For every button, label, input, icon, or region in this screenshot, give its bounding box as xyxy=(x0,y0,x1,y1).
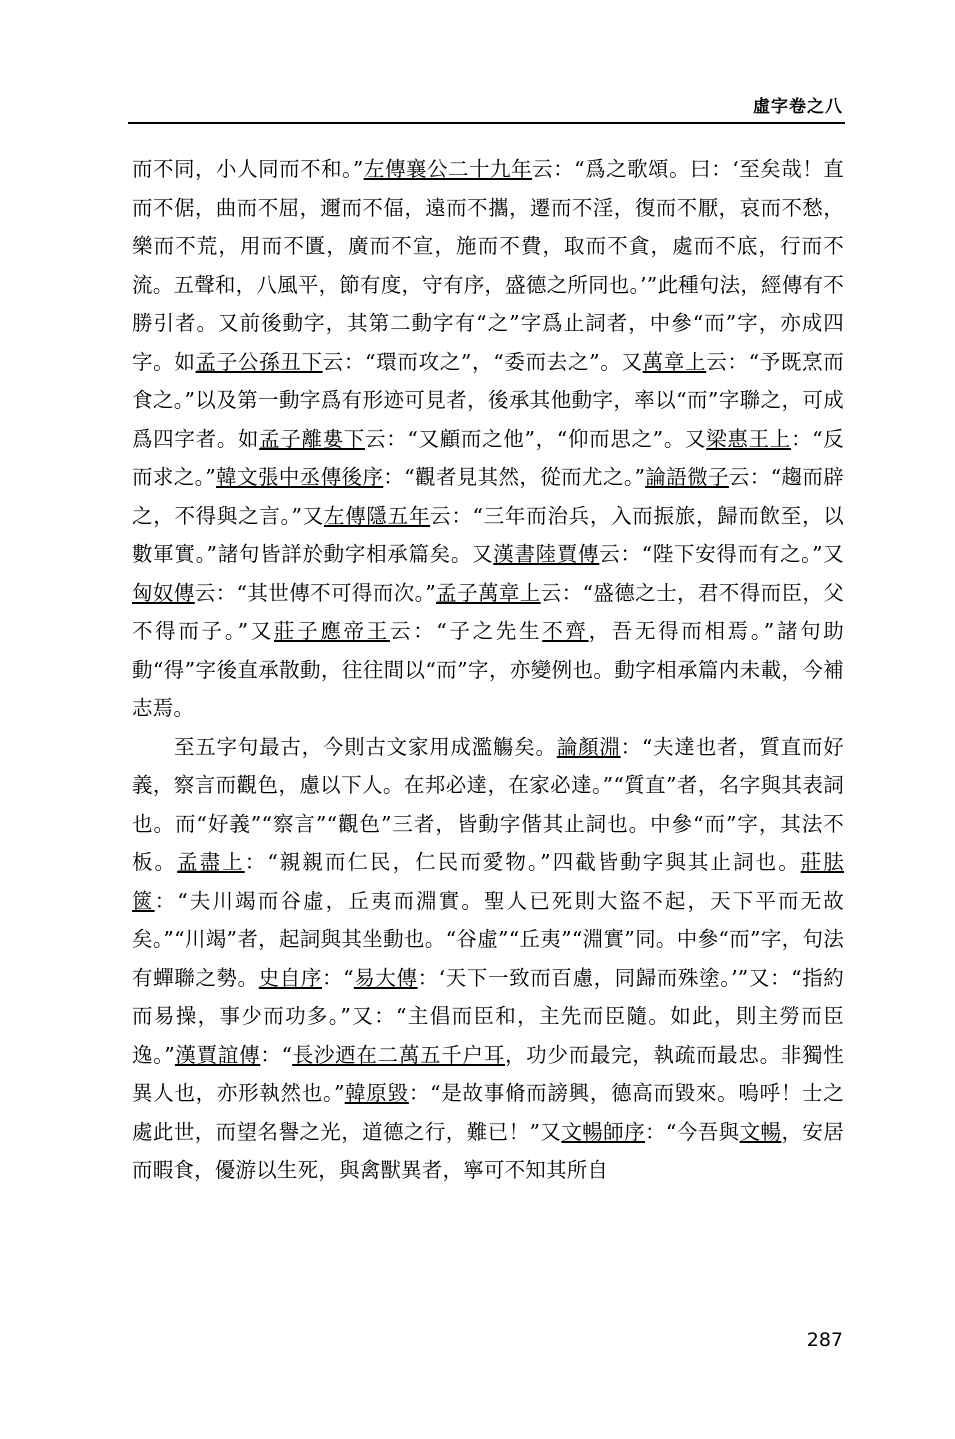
cited-source-name: 孟子萬章上 xyxy=(435,580,541,605)
body-run: ，吾无得而相焉。”諸句助動“得”字後直承散動，往往間以“而”字，亦變例也。動字相承篇内未載，今補志焉。 xyxy=(132,619,845,720)
para-1 xyxy=(132,150,844,728)
body-run: ：“觀者見其然，從而尤之。” xyxy=(383,465,646,489)
cited-source-name: 韓原毀 xyxy=(344,1081,409,1105)
cited-source-name: 長沙迺在二萬五千户耳 xyxy=(292,1042,505,1067)
page-body xyxy=(132,150,844,1190)
body-run: 云：“予既烹而食之。”以及第一動字爲有形迹可見者，後承其他動字，率以“而”字聯之，可成爲四字者。如 xyxy=(132,349,844,451)
para-2 xyxy=(132,728,844,1190)
body-run: 云：“趨而辟之，不得與之言。”又 xyxy=(132,465,844,528)
page-number: 287 xyxy=(806,1329,843,1351)
body-run: ：“今吾與 xyxy=(645,1119,740,1144)
cited-source-name: 韓文張中丞傳後序 xyxy=(215,465,384,489)
cited-source-name: 莊胠篋 xyxy=(132,850,844,913)
cited-source-name: 左傳襄公二十九年 xyxy=(363,157,533,181)
cited-source-name: 孟子離婁下 xyxy=(259,426,366,451)
body-run: ：‘天下一致而百慮，同歸而殊塗。’”又：“指約而易操，事少而功多。”又：“主倡而臣和，主先而臣隨。如此，則主勞而臣逸。” xyxy=(132,965,845,1067)
body-run: 云：“三年而治兵，入而振旅，歸而飲至，以數軍實。”諸句皆詳於動字相承篇矣。又 xyxy=(132,503,845,566)
body-run: 而不同，小人同而不和。” xyxy=(132,157,364,181)
cited-source-name: 論顏淵 xyxy=(556,734,621,759)
body-run: 云：“其世傳不可得而次。” xyxy=(194,580,436,605)
body-run: ：“ xyxy=(260,1042,293,1067)
cited-source-name: 文暢 xyxy=(739,1119,782,1144)
body-run: ：“ xyxy=(322,965,354,990)
cited-source-name: 梁惠王上 xyxy=(706,426,791,451)
body-run: 云：“盛德之士，君不得而臣，父不得而子。”又 xyxy=(132,580,845,643)
cited-source-name: 漢賈誼傳 xyxy=(174,1042,261,1067)
body-run: 云：“爲之歌頌。曰：‘至矣哉！直而不倨，曲而不屈，邇而不偪，遠而不攜，遷而不淫，復而不厭，哀而不愁，樂而不荒，用而不匱，廣而不宣，施而不費，取而不貪，處而不底，行而不流。五聲和，八風平，節有度，守有序，盛德之所同也。’”此種句法，經傳有不勝引者。又前後動字，其第二動字有“之”字爲止詞者，中參“而”字，亦成四字。如 xyxy=(132,157,844,374)
cited-source-name: 匈奴傳 xyxy=(132,580,195,605)
cited-source-name: 孟盡上 xyxy=(177,850,245,874)
body-run: 云：“陛下安得而有之。”又 xyxy=(599,542,844,566)
cited-source-name: 文暢師序 xyxy=(561,1119,645,1144)
body-run: 云：“子之先生 xyxy=(389,619,543,643)
cited-source-name: 孟子公孫丑下 xyxy=(195,349,323,374)
page-header-title: 虛字卷之八 xyxy=(753,97,843,117)
body-run: ：“反而求之。” xyxy=(132,426,844,489)
body-run: ，安居而暇食，優游以生死，與禽獸異者，寧可不知其所自 xyxy=(132,1119,844,1182)
cited-source-name: 論語微子 xyxy=(645,465,729,489)
cited-source-name: 莊子應帝王 xyxy=(274,619,390,643)
body-run: ：“親親而仁民，仁民而愛物。”四截皆動字與其止詞也。 xyxy=(244,850,801,874)
header-divider-rule xyxy=(128,122,845,124)
body-run: ：“夫達也者，質直而好義，察言而觀色，慮以下人。在邦必達，在家必達。”“質直”者，名字與其表詞也。而“好義”“察言”“觀色”三者，皆動字偕其止詞也。中參“而”字，其法不板。 xyxy=(132,734,844,874)
body-run: 至五字句最古，今則古文家用成濫觴矣。 xyxy=(174,734,557,759)
cited-source-name: 史自序 xyxy=(258,965,323,990)
cited-source-name: 左傳隱五年 xyxy=(323,503,431,528)
body-run: ：“是故事脩而謗興，德高而毀來。嗚呼！士之處此世，而望名譽之光，道德之行，難已！”又 xyxy=(132,1081,844,1144)
cited-source-name: 萬章上 xyxy=(642,349,707,374)
body-run: ，功少而最完，執疏而最忠。非獨性異人也，亦形執然也。” xyxy=(132,1042,844,1105)
cited-source-name: 漢書陸賈傳 xyxy=(493,542,600,566)
body-run: 云：“環而攻之”，“委而去之”。又 xyxy=(322,349,643,374)
cited-source-name: 易大傳 xyxy=(353,965,418,990)
body-run: ：“夫川竭而谷虛，丘夷而淵實。聖人已死則大盜不起，天下平而无故矣。”“川竭”者，起詞與其坐動也。“谷虛”“丘夷”“淵實”同。中參“而”字，句法有蟬聯之勢。 xyxy=(132,888,844,990)
body-run: 云：“又顧而之他”，“仰而思之”。又 xyxy=(365,426,707,451)
cited-source-name: 不齊 xyxy=(542,619,589,643)
